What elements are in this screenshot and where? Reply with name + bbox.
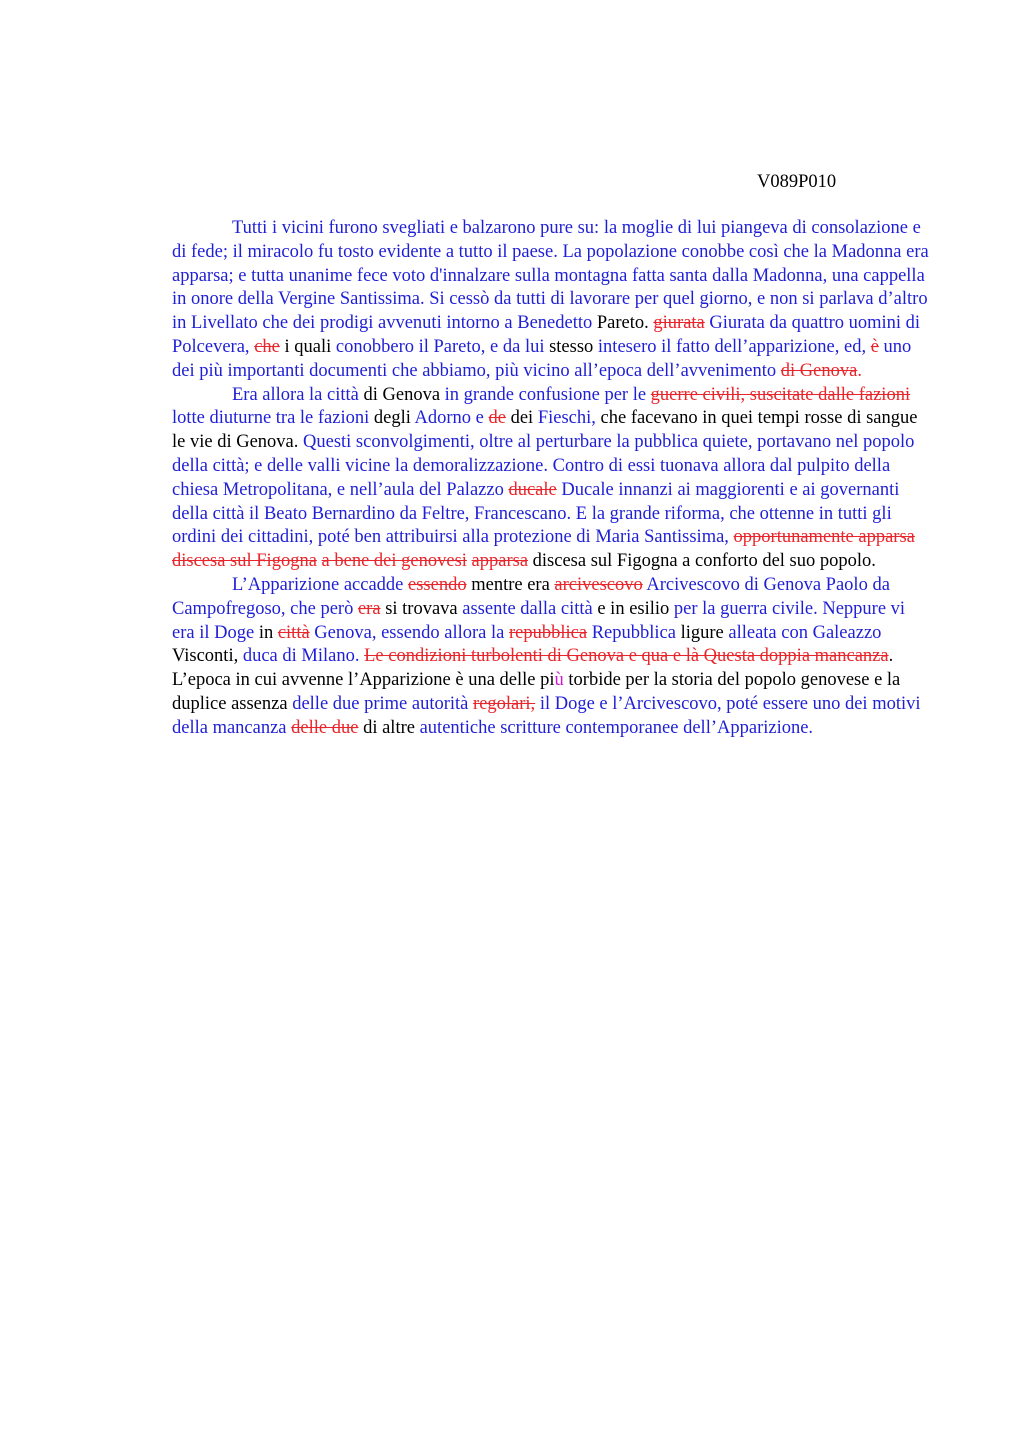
- deleted-text: de: [488, 408, 506, 429]
- original-text: mentre era: [466, 574, 555, 595]
- original-text: dei: [505, 408, 538, 429]
- deleted-text: regolari,: [473, 693, 536, 714]
- original-text: si trovava: [380, 598, 463, 619]
- inserted-text: lotte diuturne tra le fazioni: [172, 408, 374, 429]
- inserted-text: Fieschi,: [537, 408, 601, 429]
- inserted-text: L’Apparizione accadde: [232, 574, 409, 595]
- deleted-text: apparsa: [471, 551, 529, 572]
- deleted-text: è: [870, 336, 879, 357]
- deleted-text: era: [357, 598, 381, 619]
- deleted-text: repubblica: [509, 622, 588, 643]
- inserted-text: assente dalla città: [462, 598, 598, 619]
- deleted-text: ducale: [508, 479, 557, 500]
- original-text: e in esilio: [597, 598, 674, 619]
- inserted-text: Questi sconvolgimenti, oltre al perturbare la pubblica quiete, portavano nel popolo della città; e delle valli vicine la demoralizzazione. Contro di essi tuonava allora dal pulpito della chiesa Metropolitana, e nell’aula del Palazzo: [172, 432, 915, 500]
- original-text: di Genova: [363, 384, 445, 405]
- inserted-text: per la guerra civile. Neppure vi era il Doge: [172, 598, 906, 643]
- inserted-text: Adorno e: [414, 408, 489, 429]
- inserted-text: Arcivescovo di Genova Paolo da Campofregoso, che però: [172, 574, 890, 619]
- paragraph: [172, 384, 932, 574]
- inserted-text: uno dei più importanti documenti che abbiamo, più vicino all’epoca dell’avvenimento: [172, 336, 912, 381]
- deleted-text: di Genova: [780, 360, 858, 381]
- paragraph: [172, 217, 932, 384]
- inserted-text: autentiche scritture contemporanee dell’Apparizione.: [419, 717, 814, 738]
- deleted-text: Le condizioni turbolenti di Genova e qua e là Questa doppia mancanza: [364, 646, 889, 667]
- inserted-text: delle due prime autorità: [292, 693, 474, 714]
- original-text: di altre: [358, 717, 420, 738]
- original-text: stesso: [549, 336, 598, 357]
- inserted-text: in grande confusione per le: [444, 384, 651, 405]
- deleted-text: opportunamente apparsa discesa sul Figogna: [172, 527, 915, 572]
- inserted-text: conobbero il Pareto, e da lui: [335, 336, 550, 357]
- original-text: degli: [373, 408, 415, 429]
- original-text: discesa sul Figogna a conforto del suo popolo.: [528, 551, 876, 572]
- deleted-text: a bene dei genovesi: [321, 551, 467, 572]
- document-id-label: V089P010: [757, 172, 837, 192]
- highlighted-text: ù: [554, 670, 564, 691]
- inserted-text: Era allora la città: [232, 384, 364, 405]
- original-text: Pareto.: [596, 313, 654, 334]
- original-text: Visconti,: [172, 646, 243, 667]
- deleted-text: arcivescovo: [554, 574, 643, 595]
- deleted-text: delle due: [291, 717, 359, 738]
- deleted-text: essendo: [408, 574, 467, 595]
- inserted-text: Genova, essendo allora la: [309, 622, 509, 643]
- document-body: [172, 217, 932, 741]
- inserted-text: duca di Milano.: [242, 646, 365, 667]
- original-text: che facevano in quei tempi rosse di sangue le vie di Genova.: [172, 408, 918, 453]
- red-text: .: [857, 360, 862, 381]
- original-text: i quali: [279, 336, 336, 357]
- inserted-text: Ducale innanzi ai maggiorenti e ai governanti della città il Beato Bernardino da Feltre, Francescano. E la grande riforma, che ottenne in tutti gli ordini dei cittadini, poté ben attribuirsi alla protezione di Maria Santissima,: [172, 479, 900, 548]
- inserted-text: Repubblica: [587, 622, 681, 643]
- original-text: torbide per la storia del popolo genovese e la duplice assenza: [172, 670, 901, 714]
- inserted-text: intesero il fatto dell’apparizione, ed,: [597, 336, 871, 357]
- inserted-text: Giurata da quattro uomini di Polcevera,: [172, 313, 921, 357]
- original-text: ligure: [680, 622, 729, 643]
- deleted-text: che: [254, 336, 280, 357]
- inserted-text: Tutti i vicini furono svegliati e balzarono pure su: la moglie di lui piangeva di consolazione e di fede; il miracolo fu tosto evidente a tutto il paese. La popolazione conobbe così che la Madonna era apparsa; e tutta unanime fece voto d'innalzare sulla montagna fatta santa dalla Madonna, una cappella in onore della Vergine Santissima. Si cessò da tutti di lavorare per quel giorno, e non si parlava d’altro in Livellato che dei prodigi avvenuti intorno a Benedetto: [172, 218, 929, 334]
- original-text: in: [258, 622, 278, 643]
- inserted-text: il Doge e l’Arcivescovo, poté essere uno dei motivi della mancanza: [172, 693, 921, 738]
- deleted-text: guerre civili, suscitate dalle fazioni: [650, 384, 911, 405]
- paragraph: [172, 574, 932, 741]
- inserted-text: alleata con Galeazzo: [728, 622, 882, 643]
- deleted-text: città: [277, 622, 310, 643]
- original-text: . L’epoca in cui avvenne l’Apparizione è una delle pi: [172, 646, 894, 691]
- deleted-text: giurata: [653, 313, 705, 334]
